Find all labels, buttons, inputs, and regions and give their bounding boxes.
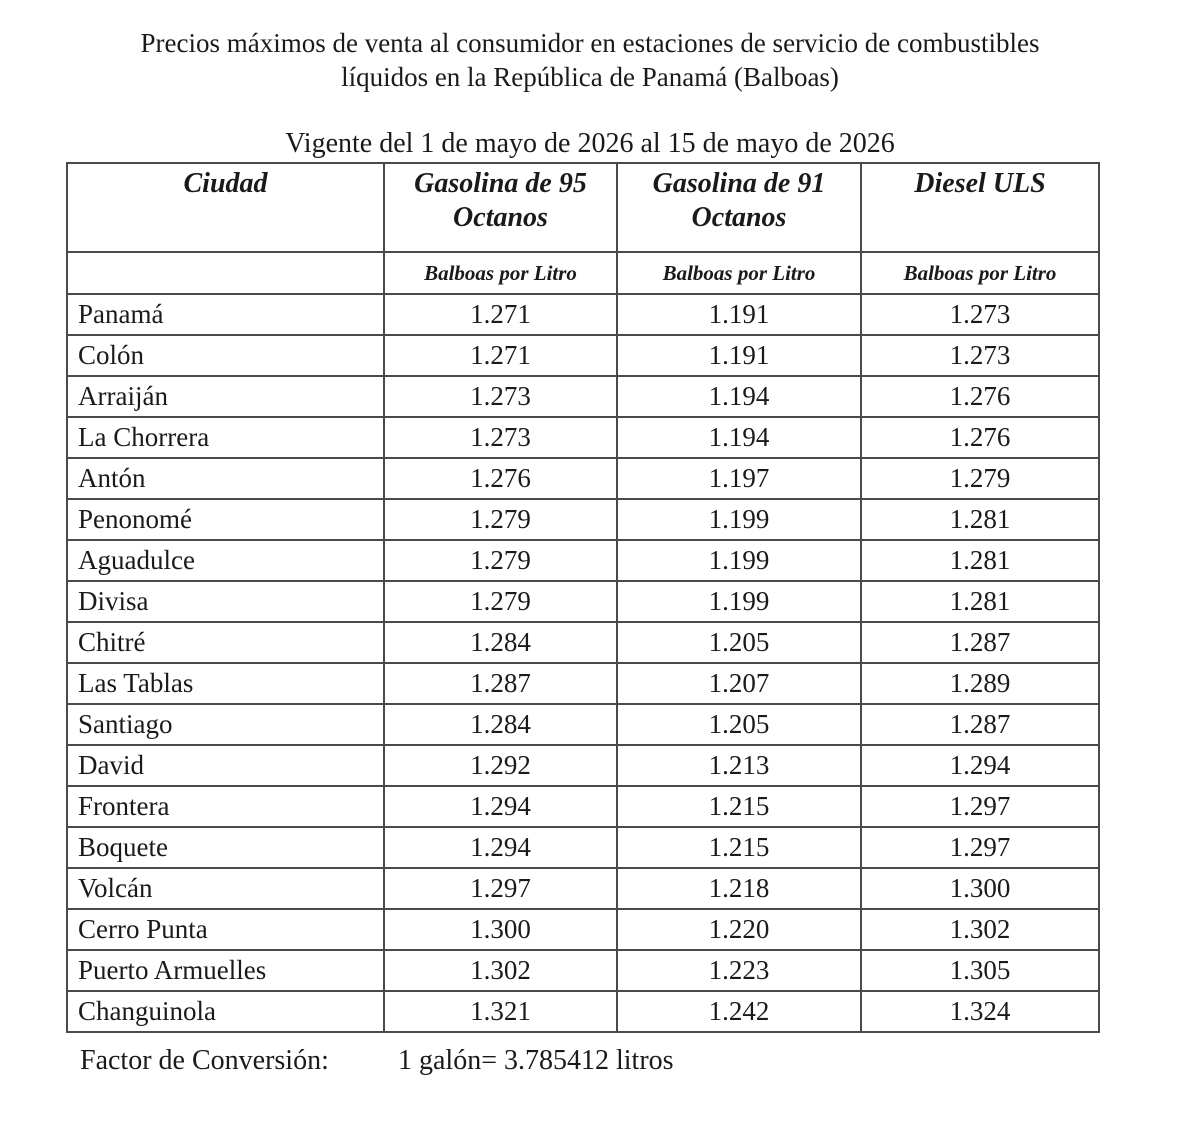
- conversion-label: Factor de Conversión:: [80, 1045, 329, 1076]
- gasoline-91-price: 1.199: [617, 499, 861, 540]
- unit-gasoline-95: Balboas por Litro: [384, 252, 617, 294]
- gasoline-95-price: 1.302: [384, 950, 617, 991]
- gasoline-95-price: 1.294: [384, 827, 617, 868]
- table-row: [67, 335, 1099, 376]
- diesel-price: 1.297: [861, 786, 1099, 827]
- city-cell: David: [67, 745, 384, 786]
- city-cell: Colón: [67, 335, 384, 376]
- table-row: [67, 786, 1099, 827]
- header-gasoline-91: [617, 163, 861, 252]
- city-cell: Cerro Punta: [67, 909, 384, 950]
- header-gasoline-91-line-2: Octanos: [691, 202, 787, 233]
- gasoline-91-price: 1.242: [617, 991, 861, 1032]
- diesel-price: 1.302: [861, 909, 1099, 950]
- header-gasoline-91-line-1: Gasolina de 91: [652, 168, 826, 199]
- gasoline-95-price: 1.284: [384, 704, 617, 745]
- gasoline-91-price: 1.218: [617, 868, 861, 909]
- city-cell: Puerto Armuelles: [67, 950, 384, 991]
- gasoline-91-price: 1.223: [617, 950, 861, 991]
- gasoline-95-price: 1.279: [384, 581, 617, 622]
- gasoline-95-price: 1.292: [384, 745, 617, 786]
- gasoline-95-price: 1.273: [384, 417, 617, 458]
- gasoline-91-price: 1.199: [617, 581, 861, 622]
- table-row: [67, 950, 1099, 991]
- gasoline-95-price: 1.271: [384, 335, 617, 376]
- gasoline-91-price: 1.215: [617, 827, 861, 868]
- city-cell: Chitré: [67, 622, 384, 663]
- city-cell: Volcán: [67, 868, 384, 909]
- gasoline-91-price: 1.207: [617, 663, 861, 704]
- header-row: [67, 163, 1099, 252]
- gasoline-91-price: 1.213: [617, 745, 861, 786]
- diesel-price: 1.287: [861, 622, 1099, 663]
- gasoline-91-price: 1.191: [617, 294, 861, 335]
- table-row: [67, 745, 1099, 786]
- gasoline-91-price: 1.194: [617, 376, 861, 417]
- gasoline-91-price: 1.220: [617, 909, 861, 950]
- table-row: [67, 991, 1099, 1032]
- header-gasoline-95-line-2: Octanos: [453, 202, 548, 233]
- diesel-price: 1.276: [861, 376, 1099, 417]
- table-row: [67, 499, 1099, 540]
- gasoline-95-price: 1.297: [384, 868, 617, 909]
- table-row: [67, 376, 1099, 417]
- table-row: [67, 663, 1099, 704]
- table-row: [67, 294, 1099, 335]
- unit-diesel: Balboas por Litro: [861, 252, 1099, 294]
- table-row: [67, 868, 1099, 909]
- table-row: [67, 581, 1099, 622]
- header-city-label: Ciudad: [183, 168, 268, 199]
- diesel-price: 1.273: [861, 294, 1099, 335]
- gasoline-95-price: 1.279: [384, 540, 617, 581]
- header-diesel: [861, 163, 1099, 252]
- table-row: [67, 622, 1099, 663]
- unit-city: [67, 252, 384, 294]
- table-row: [67, 540, 1099, 581]
- gasoline-95-price: 1.300: [384, 909, 617, 950]
- city-cell: Changuinola: [67, 991, 384, 1032]
- conversion-factor: [80, 1044, 674, 1078]
- unit-row: [67, 252, 1099, 294]
- city-cell: Penonomé: [67, 499, 384, 540]
- diesel-price: 1.300: [861, 868, 1099, 909]
- gasoline-95-price: 1.271: [384, 294, 617, 335]
- diesel-price: 1.273: [861, 335, 1099, 376]
- diesel-price: 1.297: [861, 827, 1099, 868]
- diesel-price: 1.281: [861, 540, 1099, 581]
- gasoline-91-price: 1.197: [617, 458, 861, 499]
- header-diesel-label: Diesel ULS: [914, 168, 1046, 199]
- gasoline-91-price: 1.194: [617, 417, 861, 458]
- gasoline-91-price: 1.191: [617, 335, 861, 376]
- diesel-price: 1.279: [861, 458, 1099, 499]
- city-cell: Boquete: [67, 827, 384, 868]
- header-city: [67, 163, 384, 252]
- diesel-price: 1.294: [861, 745, 1099, 786]
- gasoline-95-price: 1.284: [384, 622, 617, 663]
- gasoline-95-price: 1.273: [384, 376, 617, 417]
- city-cell: La Chorrera: [67, 417, 384, 458]
- validity-period: Vigente del 1 de mayo de 2026 al 15 de mayo de 2026: [285, 128, 895, 159]
- fuel-price-table: [66, 162, 1100, 1033]
- diesel-price: 1.281: [861, 499, 1099, 540]
- city-cell: Divisa: [67, 581, 384, 622]
- gasoline-91-price: 1.215: [617, 786, 861, 827]
- table-row: [67, 704, 1099, 745]
- city-cell: Panamá: [67, 294, 384, 335]
- city-cell: Frontera: [67, 786, 384, 827]
- gasoline-95-price: 1.287: [384, 663, 617, 704]
- gasoline-91-price: 1.205: [617, 622, 861, 663]
- diesel-price: 1.276: [861, 417, 1099, 458]
- table-row: [67, 909, 1099, 950]
- document-title-line-1: Precios máximos de venta al consumidor en estaciones de servicio de combustibles: [140, 28, 1040, 58]
- diesel-price: 1.289: [861, 663, 1099, 704]
- gasoline-95-price: 1.321: [384, 991, 617, 1032]
- diesel-price: 1.281: [861, 581, 1099, 622]
- gasoline-95-price: 1.294: [384, 786, 617, 827]
- unit-gasoline-91: Balboas por Litro: [617, 252, 861, 294]
- header-gasoline-95: [384, 163, 617, 252]
- gasoline-95-price: 1.276: [384, 458, 617, 499]
- gasoline-95-price: 1.279: [384, 499, 617, 540]
- city-cell: Santiago: [67, 704, 384, 745]
- city-cell: Arraiján: [67, 376, 384, 417]
- header-gasoline-95-line-1: Gasolina de 95: [414, 168, 587, 199]
- price-rows: [67, 294, 1099, 1032]
- gasoline-91-price: 1.205: [617, 704, 861, 745]
- document-title-line-2: líquidos en la República de Panamá (Balboas): [341, 62, 839, 92]
- city-cell: Aguadulce: [67, 540, 384, 581]
- table-row: [67, 827, 1099, 868]
- city-cell: Antón: [67, 458, 384, 499]
- gasoline-91-price: 1.199: [617, 540, 861, 581]
- table-row: [67, 458, 1099, 499]
- diesel-price: 1.287: [861, 704, 1099, 745]
- table-row: [67, 417, 1099, 458]
- city-cell: Las Tablas: [67, 663, 384, 704]
- conversion-value: 1 galón= 3.785412 litros: [398, 1045, 674, 1076]
- diesel-price: 1.305: [861, 950, 1099, 991]
- diesel-price: 1.324: [861, 991, 1099, 1032]
